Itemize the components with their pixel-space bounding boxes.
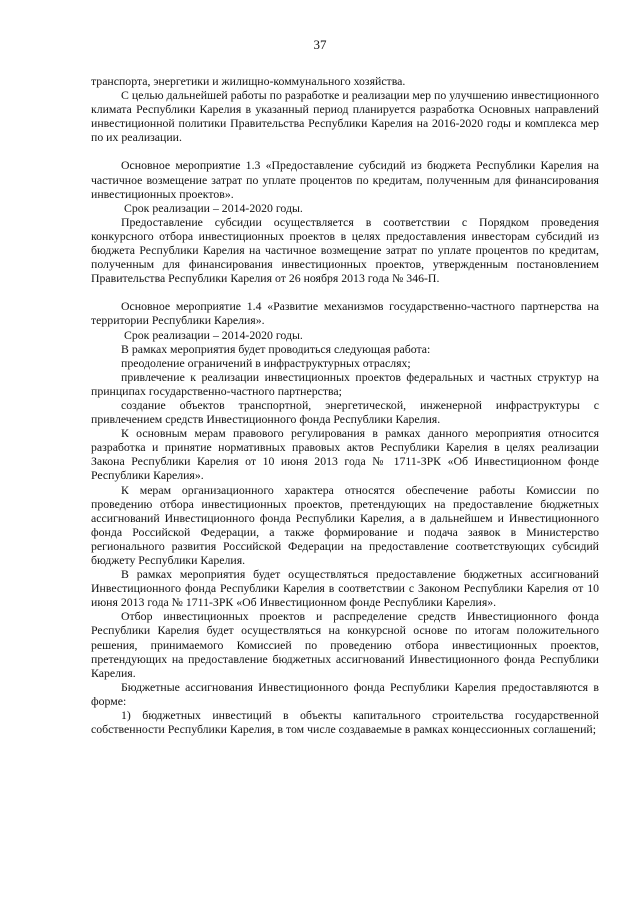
paragraph: К основным мерам правового регулирования в рамках данного мероприятия относится разработка и принятие нормативных правовых актов Республики Карелия в целях реализации Закона Республики Карелия от 10 июня 2013 года № 1711-ЗРК «Об Инвестиционном фонде Республики Карелия». xyxy=(91,426,599,483)
list-item: 1) бюджетных инвестиций в объекты капитального строительства государственной собственности Республики Карелия, в том числе создаваемые в рамках концессионных соглашений; xyxy=(91,708,599,737)
paragraph: Бюджетные ассигнования Инвестиционного фонда Республики Карелия предоставляются в форме: xyxy=(91,679,599,708)
page-number: 37 xyxy=(313,37,327,52)
paragraph: Срок реализации – 2014-2020 годы. xyxy=(124,200,303,215)
paragraph: К мерам организационного характера относятся обеспечение работы Комиссии по проведению отбора инвестиционных проектов, претендующих на предоставление бюджетных ассигнований Инвестиционного фонда Республики Карелия, а в дальнейшем и Инвестиционного фонда Российской Федерации, а также формирование и подача заявок в Министерство регионального развития Российской Федерации на предоставление соответствующих субсидий бюджету Республики Карелия. xyxy=(91,482,599,567)
document-body xyxy=(91,74,599,736)
list-item: привлечение к реализации инвестиционных проектов федеральных и частных структур на принципах государственно-частного партнерства; xyxy=(91,369,599,398)
list-item: создание объектов транспортной, энергетической, инженерной инфраструктуры с привлечением средств Инвестиционного фонда Республики Карелия. xyxy=(91,397,599,427)
paragraph: Срок реализации – 2014-2020 годы. xyxy=(124,327,303,342)
section-heading: Основное мероприятие 1.4 «Развитие механизмов государственно-частного партнерства на территории Республики Карелия». xyxy=(91,299,599,328)
paragraph: В рамках мероприятия будет осуществляться предоставление бюджетных ассигнований Инвестиционного фонда Республики Карелия в соответствии с Законом Республики Карелия от 10 июня 2013 года № 1711-ЗРК «Об Инвестиционном фонде Республики Карелия». xyxy=(91,567,599,610)
list-item: преодоление ограничений в инфраструктурных отраслях; xyxy=(121,355,411,370)
section-heading: Основное мероприятие 1.3 «Предоставление субсидий из бюджета Республики Карелия на частичное возмещение затрат по уплате процентов по кредитам, полученным для финансирования инвестиционных проектов». xyxy=(91,158,599,201)
paragraph: В рамках мероприятия будет проводиться следующая работа: xyxy=(121,341,431,356)
paragraph: Отбор инвестиционных проектов и распределение средств Инвестиционного фонда Республики Карелия будет осуществляться на конкурсной основе по итогам положительного решения, принимаемого Комиссией по проведению отбора инвестиционных проектов, претендующих на предоставление бюджетных ассигнований Инвестиционного фонда Республики Карелия. xyxy=(91,609,599,680)
paragraph: транспорта, энергетики и жилищно-коммунального хозяйства. xyxy=(91,74,406,88)
paragraph: Предоставление субсидии осуществляется в соответствии с Порядком проведения конкурсного отбора инвестиционных проектов в целях предоставления инвесторам субсидий из бюджета Республики Карелия на частичное возмещение затрат по уплате процентов по кредитам, полученным для финансирования инвестиционных проектов, утвержденным постановлением Правительства Республики Карелия от 26 ноября 2013 года № 346-П. xyxy=(91,214,599,286)
paragraph: С целью дальнейшей работы по разработке и реализации мер по улучшению инвестиционного климата Республики Карелия в указанный период планируется разработка Основных направлений инвестиционной политики Правительства Республики Карелия на 2016-2020 годы и комплекса мер по их реализации. xyxy=(91,88,599,145)
